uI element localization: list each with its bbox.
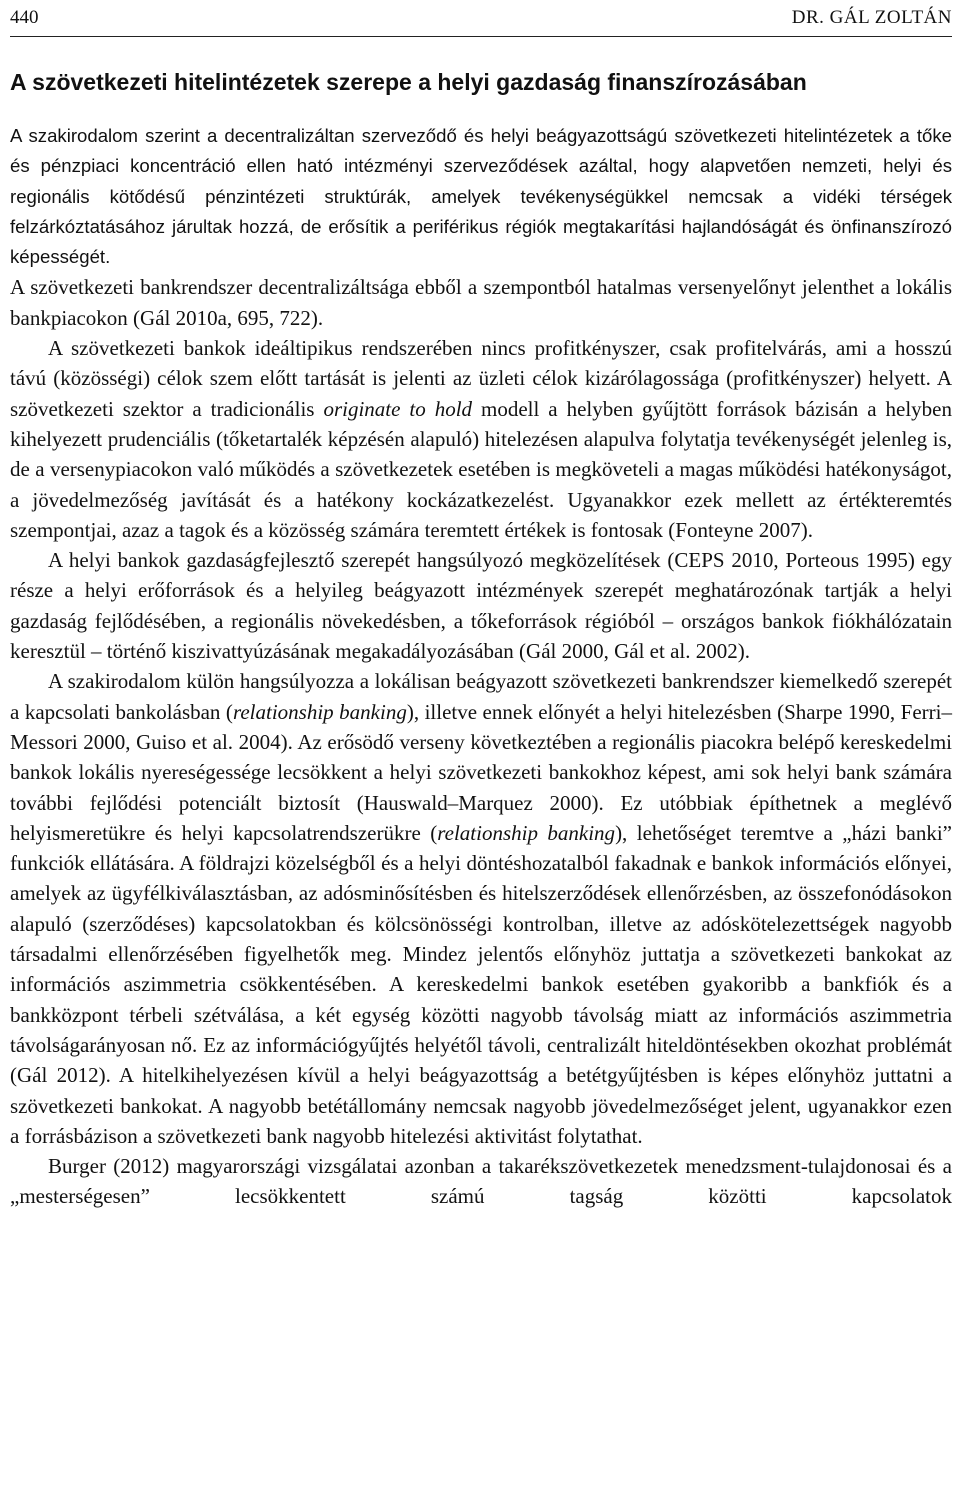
paragraph-2-text-1: A szövetkezeti bankok ideáltipikus rendszerében nincs profitkényszer, csak profitelvárás, ami a hosszú távú (közösségi) célok szem előtt tartását is jelenti az üzleti célok kizárólagossága (profitkényszer) helyett. A szövetkezeti szektor a tradicionális (10, 336, 952, 421)
page-number: 440 (10, 7, 39, 28)
paragraph-2-text-2: modell a helyben gyűjtött források bázisán a helyben kihelyezett prudenciális (tőketartalék képzésén alapuló) hitelezésen alapulva folytatja tevékenységét jelenleg is, de a versenypiacokon való működés a szövetkezetek esetében is megköveteli a magas működési hatékonyságot, a jövedelmezőség javítását és a hatékony kockázatkezelést. Ugyanakkor ezek mellett az értékteremtés szempontjai, azaz a tagok és a közösség számára teremtett értékek is fontosak (Fonteyne 2007). (10, 396, 953, 542)
running-header (10, 0, 952, 37)
body-paragraph-1: A szövetkezeti bankrendszer decentralizáltsága ebből a szempontból hatalmas versenyelőnyt jelenthet a lokális bankpiacokon (Gál 2010a, 695, 722). (10, 275, 952, 330)
paragraph-4-italic-term-1: relationship banking (232, 699, 407, 724)
intro-paragraph: A szakirodalom szerint a decentralizáltan szerveződő és helyi beágyazottságú szövetkezeti hitelintézetek a tőke és pénzpiaci koncentráció ellen ható intézményi szerveződések azáltal, hogy alapvetően nemzeti, helyi és regionális kötődésű pénzintézeti struktúrák, amelyek tevékenységükkel nemcsak a vidéki térségek felzárkóztatásához járultak hozzá, de erősítik a periférikus régiók megtakarítási hajlandóságát és önfinanszírozó képességét. (10, 125, 952, 268)
body-paragraph-5: Burger (2012) magyarországi vizsgálatai azonban a takarékszövetkezetek menedzsment-tulajdonosai és a „mesterségesen” lecsökkentett számú tagság közötti kapcsolatok (10, 1154, 952, 1209)
paragraph-2-italic-term: originate to hold (323, 396, 473, 421)
running-header-author: DR. GÁL ZOLTÁN (791, 7, 952, 28)
paragraph-4-italic-term-2: relationship banking (437, 820, 616, 845)
section-title: A szövetkezeti hitelintézetek szerepe a helyi gazdaság finanszírozásában (10, 69, 807, 95)
body-paragraph-2 (10, 333, 952, 545)
paragraph-4-text-1: A szakirodalom külön hangsúlyozza a lokálisan beágyazott szövetkezeti bankrendszer kiemelkedő szerepét a kapcsolati bankolásban ( (10, 669, 952, 724)
body-paragraph-3: A helyi bankok gazdaságfejlesztő szerepét hangsúlyozó megközelítések (CEPS 2010, Porteous 1995) egy része a helyi erőforrások és a helyileg beágyazott intézmények szerepét meghatározónak tartják a helyi gazdaság fejlődésében, a regionális növekedésben, a tőkeforrások régióból – országos bankok fiókhálózatain keresztül – történő kiszivattyúzásának megakadályozásában (Gál 2000, Gál et al. 2002). (10, 548, 952, 664)
body-paragraph-4 (10, 666, 952, 1151)
paragraph-4-text-2: ), illetve ennek előnyét a helyi hitelezésben (Sharpe 1990, Ferri–Messori 2000, Guiso et al. 2004). Az erősödő verseny következtében a regionális piacokra belépő kereskedelmi bankok lokális nyereségessége lecsökkent a helyi szövetkezeti bankokhoz képest, ami sok helyi bank számára további fejlődési potenciált biztosít (Hauswald–Marquez 2000). Ez utóbbiak építhetnek a meglévő helyismeretükre és helyi kapcsolatrendszerükre ( (10, 699, 952, 845)
paragraph-4-text-3: ), lehetőséget teremtve a „házi banki” funkciók ellátására. A földrajzi közelségből és a helyi döntéshozatalból fakadnak e bankok információs előnyei, amelyek az ügyfélkiválasztásban, az adósminősítésben és hitelszerződések ellenőrzésben, az összefonódásokon alapuló (szerződéses) kapcsolatokban és kölcsönösségi kontrolban, illetve az adóskötelezettségek nagyobb társadalmi ellenőrzésében figyelhetők meg. Mindez jelentős előnyhöz juttatja a szövetkezeti bankokat az információs aszimmetria csökkentésében. A kereskedelmi bankok esetében gyakoribb a bankfiók és a bankközpont térbeli szétválása, a két egység közötti nagyobb távolság miatt az információs aszimmetria távolságarányosan nő. Ez az információgyűjtés helyétől távoli, centralizált hiteldöntésekben okozhat problémát (Gál 2012). A hitelkihelyezésen kívül a helyi beágyazottság a betétgyűjtésben is képes előnyhöz juttatni a szövetkezeti bankokat. A nagyobb betétállomány nemcsak nagyobb jövedelmezőséget jelent, ugyanakkor ezen a forrásbázison a szövetkezeti bank nagyobb hitelezési aktivitást folytathat. (10, 820, 952, 1148)
